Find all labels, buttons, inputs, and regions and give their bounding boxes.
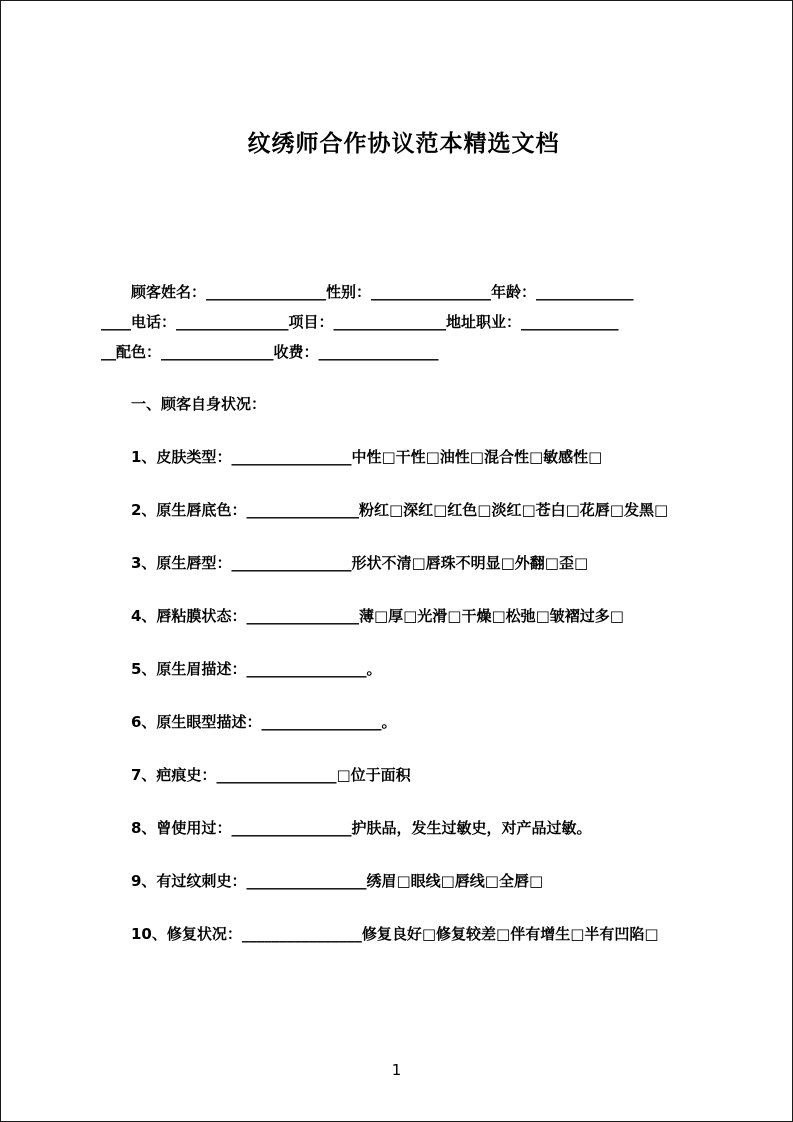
form-item-product-usage: 8、曾使用过：________________护肤品，发生过敏史，对产品过敏。 [131,819,592,837]
form-item-eye-description: 6、原生眼型描述：________________。 [131,713,397,731]
form-item-lip-mucosa-state: 4、唇粘膜状态：_______________薄□厚□光滑□干燥□松弛□皱褶过多□ [131,607,624,625]
form-line-color-fee: __配色：_______________收费：________________ [101,343,439,361]
document-title: 纹绣师合作协议范本精选文档 [247,131,560,157]
form-item-tattoo-history: 9、有过纹刺史：________________绣眉□眼线□唇线□全唇□ [131,872,544,890]
page-number: 1 [391,1061,402,1079]
customer-info-block [101,277,706,367]
form-line-phone-project-address: ____电话：_______________项目：_______________地址职业：_____________ [101,313,619,331]
section-heading-customer-condition: 一、顾客自身状况： [131,395,267,413]
form-item-brow-description: 5、原生眉描述：________________。 [131,660,382,678]
form-item-lip-shape: 3、原生唇型：________________形状不清□唇珠不明显□外翻□歪□ [131,554,589,572]
form-item-repair-status: 10、修复状况：________________修复良好□修复较差□伴有增生□半有凹陷□ [131,925,659,943]
form-item-skin-type: 1、皮肤类型：________________中性□干性□油性□混合性□敏感性□ [131,448,603,466]
form-item-scar-history: 7、疤痕史：________________□位于面积 [131,766,411,784]
form-item-lip-base-color: 2、原生唇底色：_______________粉红□深红□红色□淡红□苍白□花唇□发黑□ [131,501,669,519]
form-line-name-gender-age: 顾客姓名：________________性别：________________年龄：_____________ [131,283,634,301]
document-content [1,129,792,947]
